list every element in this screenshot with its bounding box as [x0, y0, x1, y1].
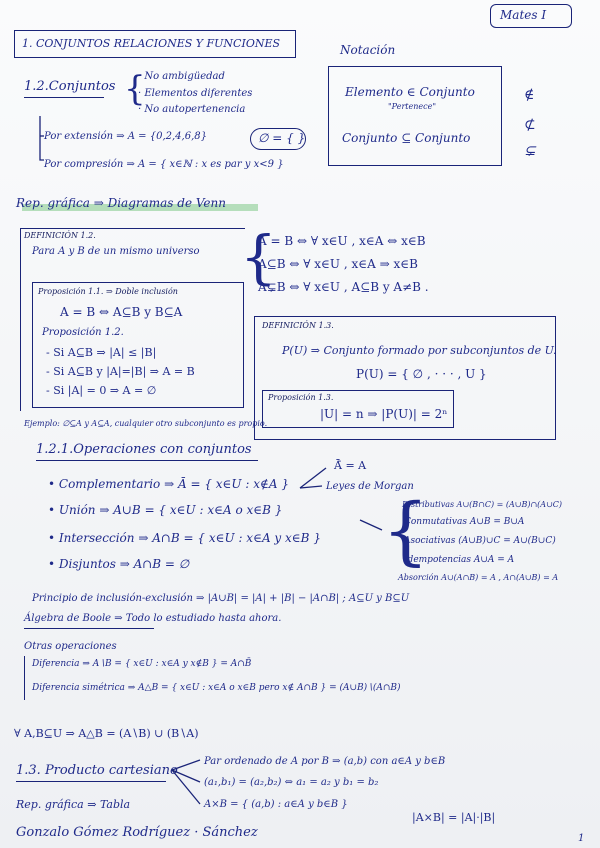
demorgan-arrow-1 — [300, 468, 326, 488]
law-absorption: Absorción A∪(A∩B) = A , A∩(A∪B) = A — [398, 573, 559, 582]
section-1-2-1-title: 1.2.1.Operaciones con conjuntos — [36, 442, 252, 457]
section-1-title: 1. CONJUNTOS RELACIONES Y FUNCIONES — [22, 37, 281, 50]
boole-underline — [24, 628, 154, 629]
law-idempotence: Idempotencias A∪A = A — [404, 555, 515, 565]
cartesian-equal: (a₁,b₁) = (a₂,b₂) ⇔ a₁ = a₂ y b₁ = b₂ — [204, 777, 379, 788]
op-disjuntos: • Disjuntos ⇒ A∩B = ∅ — [48, 557, 190, 571]
property-3: · No autopertenencia — [138, 104, 246, 115]
not-subset-symbol: ⊄ — [524, 117, 536, 133]
prop-1-3-title: Proposición 1.3. — [268, 393, 334, 402]
def-1-3-title: DEFINICIÓN 1.3. — [262, 321, 334, 330]
def-1-2-text: Para A y B de un mismo universo — [32, 246, 200, 257]
inclusion-exclusion: Principio de inclusión-exclusión ⇒ |A∪B| = |A| + |B| − |A∩B| ; A⊆U y B⊆U — [32, 593, 410, 604]
subject-title: Mates I — [500, 8, 547, 22]
cartesian-cardinality: |A×B| = |A|·|B| — [412, 811, 496, 824]
page-number: 1 — [578, 833, 585, 844]
op-union: • Unión ⇒ A∪B = { x∈U : x∈A o x∈B } — [48, 503, 283, 517]
properties-brace: { — [124, 69, 146, 109]
venn-line: Rep. gráfica ⇒ Diagramas de Venn — [16, 196, 226, 210]
prop-1-2-line-1: - Si A⊆B ⇒ |A| ≤ |B| — [46, 346, 157, 359]
def-1-2-rule-2: A⊆B ⇔ ∀ x∈U , x∈A ⇒ x∈B — [258, 257, 418, 271]
property-1: · No ambigüedad — [138, 71, 225, 82]
boole-line: Álgebra de Boole ⇒ Todo lo estudiado hasta ahora. — [24, 613, 282, 624]
notation-line-2: Conjunto ⊆ Conjunto — [342, 131, 471, 145]
laws-brace: { — [382, 488, 430, 574]
not-element-symbol: ∉ — [524, 87, 535, 103]
proper-subset-symbol: ⊊ — [524, 143, 536, 159]
def-1-2-rule-3: A⊊B ⇔ ∀ x∈U , A⊆B y A≠B . — [258, 280, 429, 294]
example-line: Ejemplo: ∅⊆A y A⊆A, cualquier otro subconjunto es propio. — [24, 419, 268, 428]
cartesian-product: A×B = { (a,b) : a∈A y b∈B } — [204, 799, 348, 810]
prop-1-3: |U| = n ⇒ |P(U)| = 2ⁿ — [320, 407, 448, 421]
prop-1-1: A = B ⇔ A⊆B y B⊆A — [60, 305, 183, 319]
prop-1-2-line-2: - Si A⊆B y |A|=|B| ⇒ A = B — [46, 365, 195, 378]
property-2: · Elementos diferentes — [138, 88, 253, 99]
def-1-2-rule-1: A = B ⇔ ∀ x∈U , x∈A ⇔ x∈B — [258, 234, 426, 248]
extension-line: Por extensión ⇒ A = {0,2,4,6,8} — [44, 131, 207, 142]
law-associative: Asociativas (A∪B)∪C = A∪(B∪C) — [404, 536, 556, 546]
double-complement: Ā̄ = A — [334, 459, 367, 472]
def-1-3-text: P(U) ⇒ Conjunto formado por subconjuntos de U. — [282, 344, 557, 357]
law-commutative: Conmutativas A∪B = B∪A — [404, 517, 525, 527]
law-distributive: Distributivas A∪(B∩C) = (A∪B)∩(A∪C) — [402, 500, 563, 509]
de-morgan: Leyes de Morgan — [326, 481, 414, 492]
prop-1-2-line-3: - Si |A| = 0 ⇒ A = ∅ — [46, 384, 157, 397]
comprension-line: Por compresión ⇒ A = { x∈ℕ : x es par y x<9 } — [44, 159, 284, 170]
def-1-3-formula: P(U) = { ∅ , · · · , U } — [356, 367, 487, 381]
laws-arrow — [360, 520, 382, 530]
other-ops-title: Otras operaciones — [24, 641, 117, 652]
notation-box — [328, 66, 502, 166]
section-1-2-1-underline — [36, 460, 258, 461]
prop-1-1-title: Proposición 1.1. ⇒ Doble inclusión — [38, 287, 178, 296]
prop-1-2-title: Proposición 1.2. — [42, 327, 124, 338]
symmetric-identity: ∀ A,B⊆U ⇒ A△B = (A∖B) ∪ (B∖A) — [14, 727, 199, 740]
notation-line-1-sub: "Pertenece" — [388, 102, 436, 111]
section-1-2-underline — [24, 97, 104, 98]
section-1-2-title: 1.2.Conjuntos — [24, 79, 116, 94]
diferencia-simetrica: Diferencia simétrica ⇒ A△B = { x∈U : x∈A o x∈B pero x∉ A∩B } = (A∪B)∖(A∩B) — [32, 683, 401, 693]
cartesian-pair: Par ordenado de A por B ⇒ (a,b) con a∈A y b∈B — [204, 756, 446, 767]
diferencia: Diferencia ⇒ A∖B = { x∈U : x∈A y x∉B } = A∩B̄ — [32, 659, 252, 669]
def-1-2-brace: { — [240, 223, 277, 291]
notation-title: Notación — [340, 43, 396, 57]
demorgan-arrow-2 — [300, 486, 322, 488]
section-1-3-title: 1.3. Producto cartesiano — [16, 763, 178, 778]
empty-set: ∅ = { } — [258, 131, 306, 145]
def-1-2-title: DEFINICIÓN 1.2. — [24, 231, 96, 240]
tabla-line: Rep. gráfica ⇒ Tabla — [16, 798, 131, 811]
op-interseccion: • Intersección ⇒ A∩B = { x∈U : x∈A y x∈B } — [48, 531, 321, 545]
section-1-3-underline — [16, 781, 166, 782]
other-ops-bar — [24, 656, 25, 700]
notation-line-1: Elemento ∈ Conjunto — [345, 85, 475, 99]
op-complementario: • Complementario ⇒ Ā = { x∈U : x∉A } — [48, 477, 289, 491]
author-signature: Gonzalo Gómez Rodríguez · Sánchez — [16, 825, 258, 840]
